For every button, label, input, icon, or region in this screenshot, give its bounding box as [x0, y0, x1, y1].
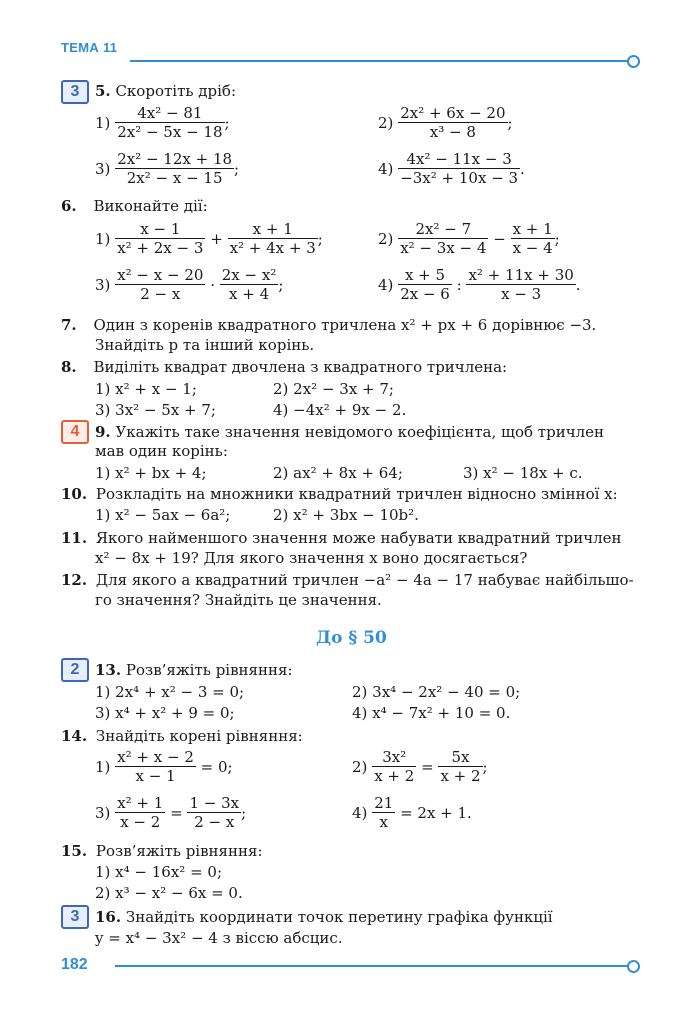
fraction — [398, 150, 520, 187]
fraction — [398, 266, 452, 303]
problem-6 — [61, 196, 208, 216]
problem-text: Для якого a квадратний тричлен −a² − 4a − 17 набуває найбільшо- — [95, 571, 634, 589]
problem-8 — [61, 357, 507, 377]
denominator: −3x² + 10x − 3 — [400, 169, 519, 187]
problem-16 — [95, 907, 553, 927]
problem-number: 16. — [95, 908, 122, 926]
p5-item-1 — [95, 104, 230, 141]
fraction — [115, 266, 205, 303]
fraction — [372, 748, 416, 785]
fraction — [115, 220, 205, 257]
operator: − — [493, 229, 506, 248]
numerator: 4x² − 11x − 3 — [406, 150, 512, 168]
fraction — [372, 794, 395, 831]
item-label: 1) — [95, 229, 111, 248]
p9-item-2: 2) ax² + 8x + 64; — [273, 464, 403, 482]
denominator: 2x² − 5x − 18 — [117, 123, 223, 141]
p8-item-4: 4) −4x² + 9x − 2. — [273, 401, 407, 419]
problem-text: Якого найменшого значення може набувати квадратний тричлен — [95, 529, 622, 547]
item-label: 4) — [378, 275, 394, 294]
problem-text: Один з коренів квадратного тричлена x² + px + 6 дорівнює −3. — [93, 316, 597, 334]
problem-text: Виконайте дії: — [93, 197, 208, 215]
tail: ; — [554, 229, 560, 248]
problem-7-line2: Знайдіть p та інший корінь. — [95, 336, 315, 354]
numerator: x² + 11x + 30 — [468, 266, 574, 284]
problem-number: 13. — [95, 661, 122, 679]
operator: : — [456, 275, 462, 294]
tail: . — [520, 159, 525, 178]
numerator: 3x² — [382, 748, 407, 766]
item-label: 2) — [378, 113, 394, 132]
tail: ; — [241, 803, 247, 822]
problem-text: Виділіть квадрат двочлена з квадратного тричлена: — [93, 358, 508, 376]
tail: = 2x + 1. — [400, 803, 472, 822]
denominator: x − 4 — [512, 239, 553, 257]
numerator: x² − x − 20 — [117, 266, 204, 284]
problem-14 — [61, 726, 303, 746]
numerator: x² + x − 2 — [117, 748, 194, 766]
p14-item-1 — [95, 748, 233, 785]
numerator: x + 5 — [404, 266, 446, 284]
level-badge-2: 2 — [61, 658, 89, 682]
p6-item-1 — [95, 220, 323, 257]
problem-number: 12. — [61, 571, 88, 589]
p8-item-2: 2) 2x² − 3x + 7; — [273, 380, 394, 398]
tail: ; — [234, 159, 240, 178]
numerator: 2x² − 7 — [415, 220, 472, 238]
numerator: x + 1 — [252, 220, 293, 238]
topic-header: ТЕМА 11 — [61, 40, 118, 55]
problem-text: Розкладіть на множники квадратний тричлен відносно змінної x: — [95, 485, 618, 503]
item-label: 2) — [378, 229, 394, 248]
denominator: 2 − x — [115, 284, 205, 303]
item-label: 2) — [352, 757, 368, 776]
numerator: 5x — [451, 748, 470, 766]
fraction — [115, 150, 234, 187]
numerator: 2x² + 6x − 20 — [400, 104, 506, 122]
footer-rule — [115, 965, 628, 967]
equals-sign: = — [421, 757, 434, 776]
problem-number: 10. — [61, 485, 88, 503]
fraction — [466, 266, 575, 303]
item-label: 3) — [95, 803, 111, 822]
numerator: 1 − 3x — [189, 794, 240, 812]
p6-item-2 — [378, 220, 560, 257]
problem-13 — [95, 660, 293, 680]
p6-item-4 — [378, 266, 581, 303]
fraction — [115, 794, 165, 831]
denominator: x − 2 — [115, 812, 165, 831]
fraction — [187, 794, 241, 831]
p15-item-1: 1) x⁴ − 16x² = 0; — [95, 863, 223, 881]
denominator: x + 2 — [440, 767, 481, 785]
problem-10 — [61, 484, 618, 504]
p9-item-3: 3) x² − 18x + c. — [463, 464, 583, 482]
problem-text: Знайдіть корені рівняння: — [95, 727, 303, 745]
fraction — [438, 748, 482, 785]
item-label: 3) — [95, 159, 111, 178]
fraction — [228, 220, 318, 257]
problem-12-line2: го значення? Знайдіть це значення. — [95, 591, 382, 609]
tail: ; — [507, 113, 513, 132]
problem-16-line2: y = x⁴ − 3x² − 4 з віссю абсцис. — [95, 929, 343, 947]
denominator: x + 2 — [374, 767, 415, 785]
denominator: x² + 2x − 3 — [117, 239, 204, 257]
problem-text: Розв’яжіть рівняння: — [95, 842, 263, 860]
p5-item-3 — [95, 150, 239, 187]
numerator: 2x² − 12x + 18 — [117, 150, 233, 168]
level-badge-4: 4 — [61, 420, 89, 444]
tail: = 0; — [200, 757, 233, 776]
section-heading: До § 50 — [316, 628, 387, 648]
footer-rule-end — [627, 960, 640, 973]
denominator: x — [372, 812, 395, 831]
problem-15 — [61, 841, 263, 861]
problem-number: 11. — [61, 529, 88, 547]
denominator: x² + 4x + 3 — [229, 239, 316, 257]
problem-9 — [95, 422, 604, 442]
denominator: x² − 3x − 4 — [400, 239, 487, 257]
fraction — [115, 104, 224, 141]
problem-text: Розв’яжіть рівняння: — [125, 661, 293, 679]
denominator: x³ − 8 — [398, 122, 507, 141]
header-rule — [130, 60, 628, 62]
problem-text: Укажіть таке значення невідомого коефіцієнта, щоб тричлен — [115, 423, 605, 441]
p14-item-2 — [352, 748, 488, 785]
page-number: 182 — [61, 956, 88, 973]
item-label: 3) — [95, 275, 111, 294]
item-label: 4) — [378, 159, 394, 178]
tail: ; — [317, 229, 323, 248]
problem-9-line2: мав один корінь: — [95, 442, 228, 460]
item-label: 4) — [352, 803, 368, 822]
problem-number: 9. — [95, 423, 111, 441]
p14-item-4 — [352, 794, 472, 831]
fraction — [115, 748, 196, 785]
item-label: 1) — [95, 757, 111, 776]
equals-sign: = — [170, 803, 183, 822]
p15-item-2: 2) x³ − x² − 6x = 0. — [95, 884, 243, 902]
p5-item-4 — [378, 150, 525, 187]
level-badge-3: 3 — [61, 905, 89, 929]
tail: . — [575, 275, 581, 294]
numerator: 4x² − 81 — [137, 104, 203, 122]
p8-item-3: 3) 3x² − 5x + 7; — [95, 401, 216, 419]
problem-7 — [61, 315, 596, 335]
p13-item-1: 1) 2x⁴ + x² − 3 = 0; — [95, 683, 245, 701]
denominator: x − 3 — [466, 284, 575, 303]
p8-item-1: 1) x² + x − 1; — [95, 380, 197, 398]
numerator: 21 — [374, 794, 394, 812]
tail: ; — [482, 757, 488, 776]
problem-number: 5. — [95, 82, 111, 100]
problem-number: 8. — [61, 358, 77, 376]
p13-item-2: 2) 3x⁴ − 2x² − 40 = 0; — [352, 683, 521, 701]
fraction — [220, 266, 279, 303]
numerator: 2x − x² — [221, 266, 277, 284]
denominator: x − 1 — [115, 766, 196, 785]
p5-item-2 — [378, 104, 513, 141]
tail: ; — [224, 113, 230, 132]
fraction — [398, 104, 507, 141]
denominator: 2x² − x − 15 — [115, 168, 234, 187]
p6-item-3 — [95, 266, 283, 303]
p10-item-1: 1) x² − 5ax − 6a²; — [95, 506, 231, 524]
tail: ; — [278, 275, 284, 294]
numerator: x² + 1 — [117, 794, 164, 812]
level-badge-3: 3 — [61, 80, 89, 104]
problem-number: 7. — [61, 316, 77, 334]
denominator: 2 − x — [187, 812, 241, 831]
p10-item-2: 2) x² + 3bx − 10b². — [273, 506, 419, 524]
fraction — [398, 220, 488, 257]
problem-text: Скоротіть дріб: — [115, 82, 237, 100]
problem-11 — [61, 528, 622, 548]
numerator: x + 1 — [512, 220, 553, 238]
problem-11-line2: x² − 8x + 19? Для якого значення x воно досягається? — [95, 549, 528, 567]
denominator: x + 4 — [220, 284, 279, 303]
item-label: 1) — [95, 113, 111, 132]
problem-12 — [61, 570, 634, 590]
problem-number: 14. — [61, 727, 88, 745]
numerator: x − 1 — [140, 220, 181, 238]
header-rule-end — [627, 55, 640, 68]
p9-item-1: 1) x² + bx + 4; — [95, 464, 207, 482]
problem-5 — [95, 81, 236, 101]
problem-number: 6. — [61, 197, 77, 215]
denominator: 2x − 6 — [400, 285, 450, 303]
operator: · — [210, 275, 215, 294]
problem-number: 15. — [61, 842, 88, 860]
p14-item-3 — [95, 794, 246, 831]
problem-text: Знайдіть координати точок перетину графіка функції — [125, 908, 553, 926]
p13-item-4: 4) x⁴ − 7x² + 10 = 0. — [352, 704, 511, 722]
operator: + — [210, 229, 223, 248]
p13-item-3: 3) x⁴ + x² + 9 = 0; — [95, 704, 235, 722]
fraction — [511, 220, 555, 257]
